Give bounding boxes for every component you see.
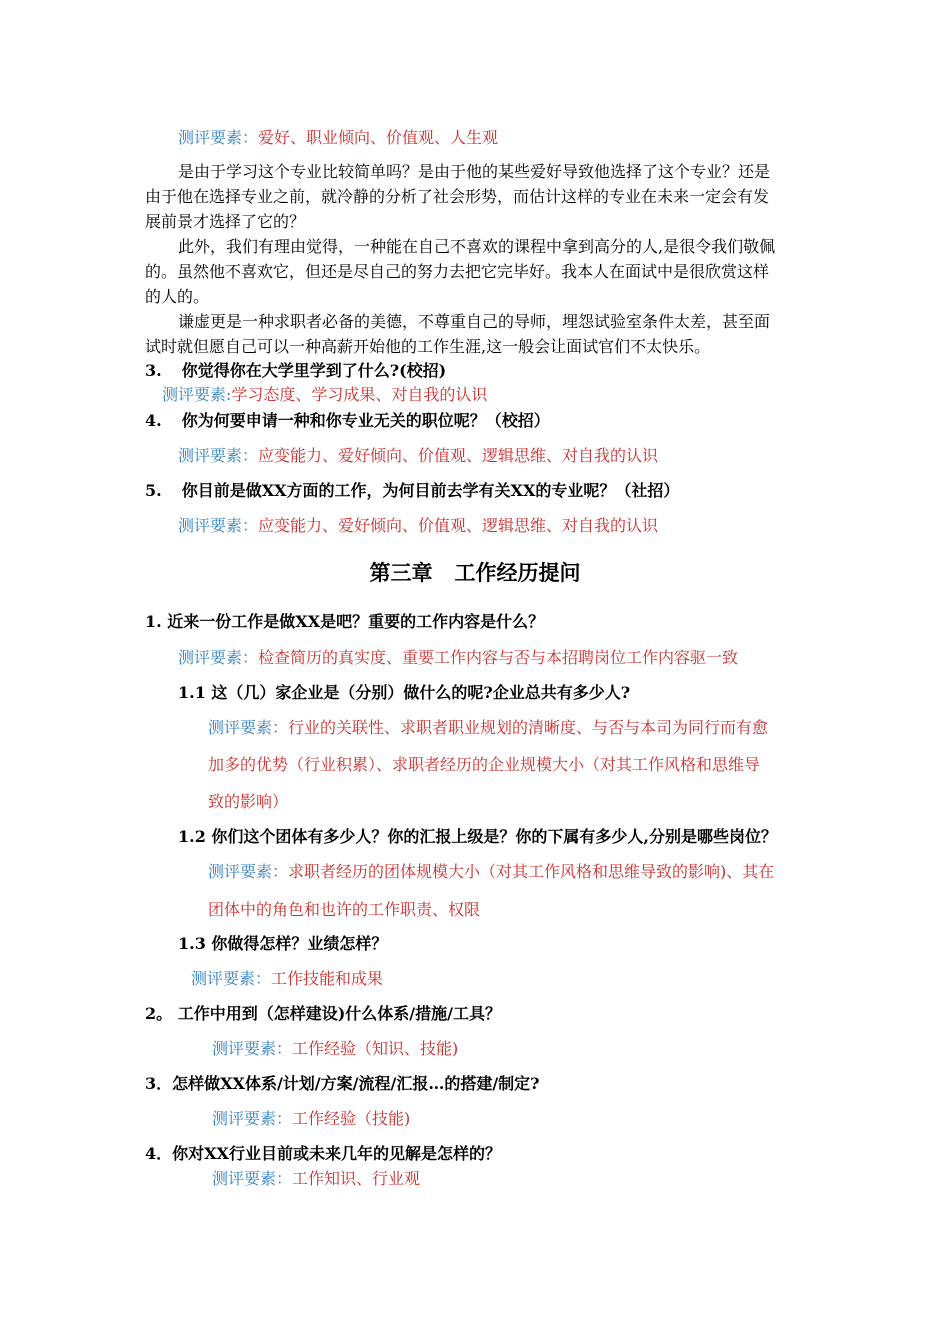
question-heading: 2。 工作中用到（怎样建设)什么体系/措施/工具？ [145,1004,501,1023]
eval-line [208,860,774,884]
paragraph-line: 的人的。 [145,287,210,306]
paragraph-line: 由于他在选择专业之前，就冷静的分析了社会形势，而估计这样的专业在未来一定会有发 [145,187,770,206]
paragraph-line: 试时就但愿自己可以一种高薪开始他的工作生涯,这一般会让面试官们不太快乐。 [145,337,711,356]
question-heading: 1.2 你们这个团体有多少人？你的汇报上级是？你的下属有多少人,分别是哪些岗位？ [178,827,777,846]
eval-label: 测评要素： [178,128,259,147]
question-number: 5. [145,481,162,500]
question-number: 3. [145,361,162,380]
question-heading [145,479,679,503]
eval-label: 测评要素： [212,1109,293,1128]
eval-line [178,646,738,670]
paragraph-line: 此外，我们有理由觉得，一种能在自己不喜欢的课程中拿到高分的人,是很令我们敬佩 [178,237,776,256]
eval-value: 检查简历的真实度、重要工作内容与否与本招聘岗位工作内容驱一致 [258,648,739,667]
eval-value: 爱好、职业倾向、价值观、人生观 [258,128,499,147]
eval-label: 测评要素： [208,718,289,737]
paragraph-line: 展前景才选择了它的？ [145,212,306,231]
eval-label: 测评要素： [178,446,259,465]
question-heading [145,409,550,433]
question-text: 你为何要申请一种和你专业无关的职位呢？（校招） [181,411,550,430]
question-heading: 1. 近来一份工作是做XX是吧？重要的工作内容是什么？ [145,612,545,631]
eval-line [212,1167,420,1191]
question-number: 4. [145,411,162,430]
question-text: 你觉得你在大学里学到了什么?(校招) [181,361,447,380]
chapter-heading [0,558,950,588]
eval-label: 测评要素： [208,862,289,881]
eval-label: 测评要素： [178,516,259,535]
eval-line [212,1037,458,1061]
eval-value: 工作技能和成果 [271,969,384,988]
question-heading: 4．你对XX行业目前或未来几年的见解是怎样的？ [145,1144,501,1163]
eval-value: 工作知识、行业观 [292,1169,421,1188]
eval-label: 测评要素： [212,1039,293,1058]
eval-label: 测评要素： [178,648,259,667]
eval-line [178,514,658,538]
eval-line [208,716,768,740]
eval-value: 加多的优势（行业积累）、求职者经历的企业规模大小（对其工作风格和思维导 [208,755,761,774]
eval-value: 行业的关联性、求职者职业规划的清晰度、与否与本司为同行而有愈 [288,718,769,737]
eval-label: 测评要素： [212,1169,293,1188]
eval-line [178,126,498,150]
question-heading: 1.1 这（几）家企业是（分别）做什么的呢?企业总共有多少人? [178,683,631,702]
eval-value: 应变能力、爱好倾向、价值观、逻辑思维、对自我的认识 [258,516,659,535]
chapter-number: 第三章 [369,560,433,585]
eval-line [212,1107,410,1131]
paragraph-line: 的。虽然他不喜欢它，但还是尽自己的努力去把它完毕好。我本人在面试中是很欣赏这样 [145,262,770,281]
eval-line [162,383,487,407]
eval-line [191,967,383,991]
question-text: 你目前是做XX方面的工作，为何目前去学有关XX的专业呢？（社招） [181,481,680,500]
eval-value: 工作经验（知识、技能) [292,1039,459,1058]
paragraph-line: 谦虚更是一种求职者必备的美德，不尊重自己的导师，埋怨试验室条件太差，甚至面 [178,312,771,331]
eval-value: 应变能力、爱好倾向、价值观、逻辑思维、对自我的认识 [258,446,659,465]
eval-value: 致的影响） [208,792,289,811]
eval-label: 测评要素： [191,969,272,988]
eval-line [178,444,658,468]
eval-label: 测评要素: [162,385,232,404]
eval-value: 求职者经历的团体规模大小（对其工作风格和思维导致的影响)、其在 [288,862,775,881]
question-heading [145,359,446,383]
paragraph-line: 是由于学习这个专业比较简单吗？是由于他的某些爱好导致他选择了这个专业？还是 [178,162,771,181]
eval-value: 工作经验（技能) [292,1109,411,1128]
question-heading: 1.3 你做得怎样？业绩怎样？ [178,934,388,953]
chapter-title: 工作经历提问 [454,560,581,585]
eval-value: 团体中的角色和也许的工作职责、权限 [208,900,481,919]
question-heading: 3．怎样做XX体系/计划/方案/流程/汇报…的搭建/制定? [145,1074,540,1093]
eval-value: 学习态度、学习成果、对自我的认识 [231,385,488,404]
